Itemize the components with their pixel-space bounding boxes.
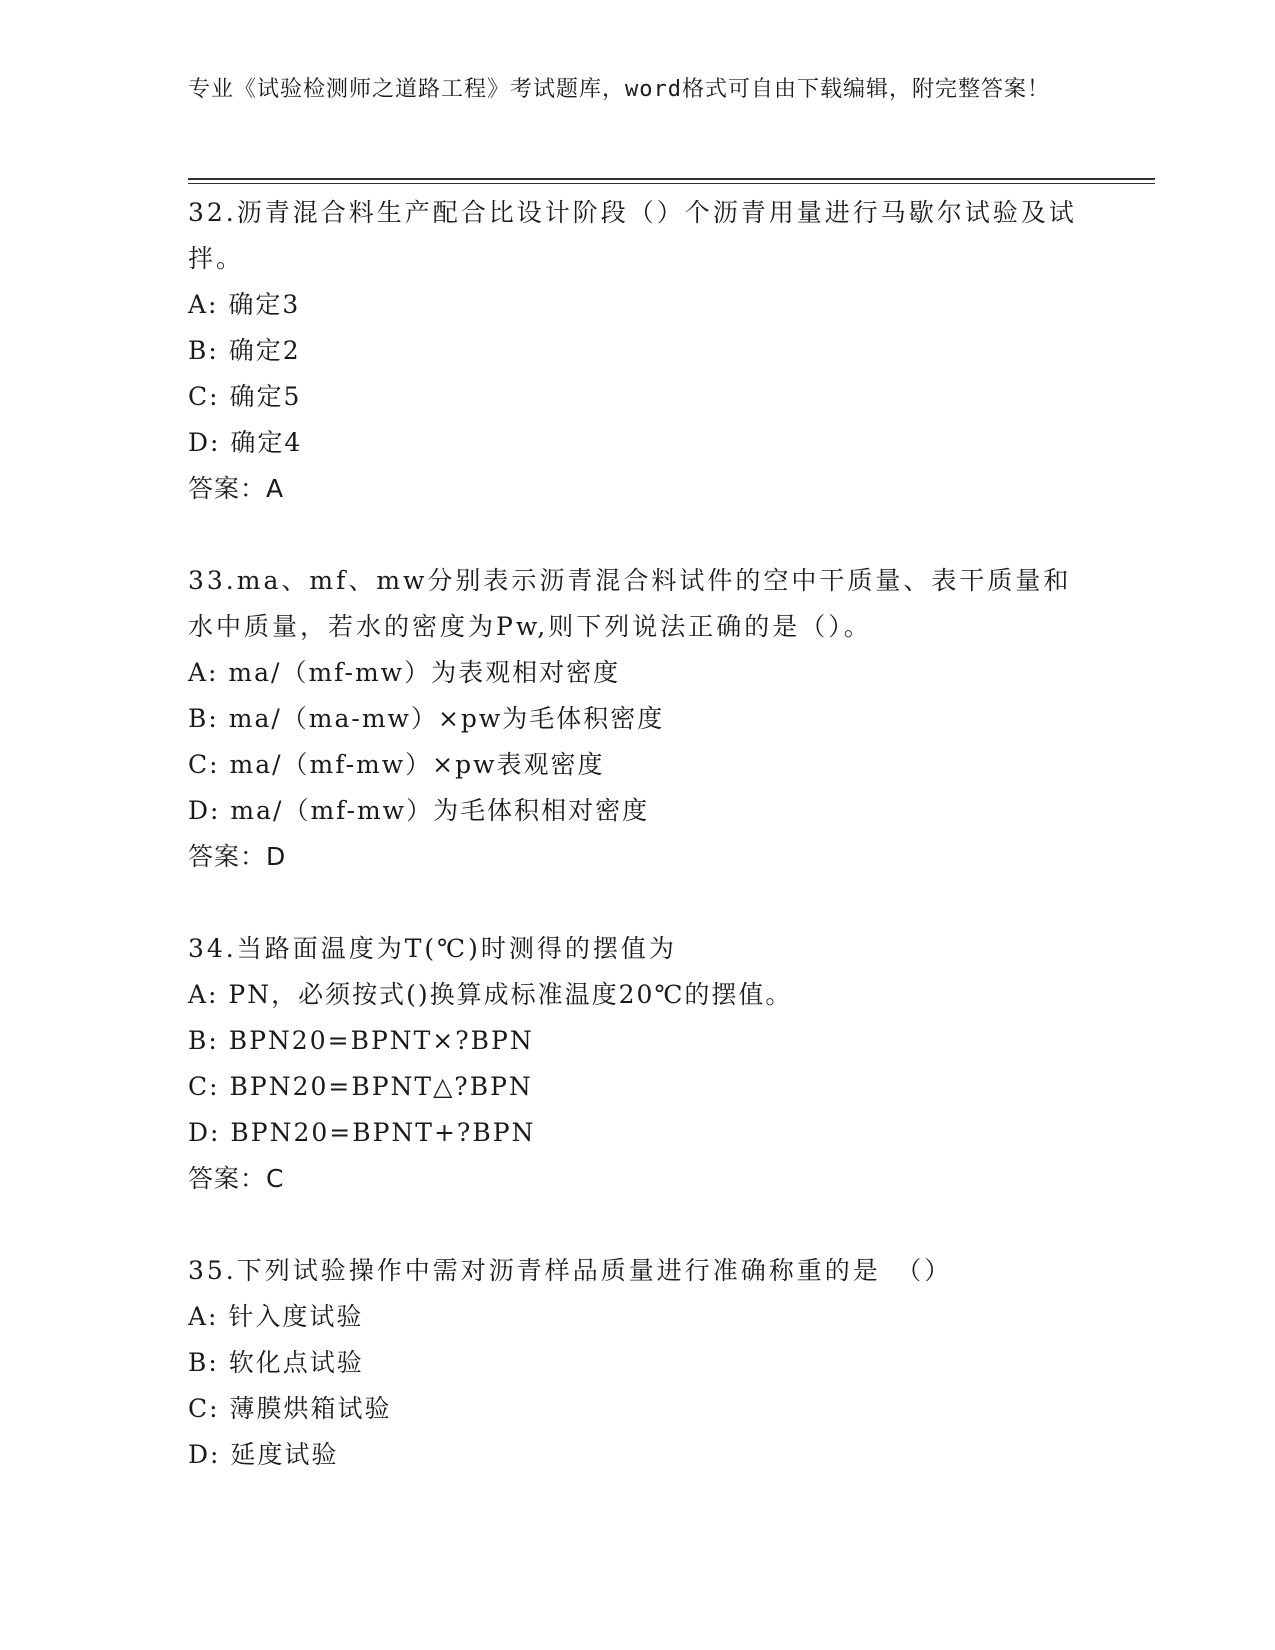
option-a: A: 确定3: [188, 290, 301, 319]
option-c: C: BPN20=BPNT△?BPN: [188, 1072, 533, 1101]
option-c: C: 薄膜烘箱试验: [188, 1394, 392, 1423]
option-b: B: 软化点试验: [188, 1348, 364, 1377]
question-35: [188, 1248, 1088, 1478]
option-d: D: 确定4: [188, 428, 303, 457]
option-b: B: 确定2: [188, 336, 301, 365]
question-list: [188, 190, 1088, 1524]
question-stem: 32.沥青混合料生产配合比设计阶段（）个沥青用量进行马歇尔试验及试拌。: [188, 198, 1077, 273]
option-a: A: PN，必须按式()换算成标准温度20℃的摆值。: [188, 980, 793, 1009]
question-stem: 33.ma、mf、mw分别表示沥青混合料试件的空中干质量、表干质量和水中质量，若水的密度为Pw,则下列说法正确的是（）。: [188, 566, 1072, 641]
header-divider-thin: [188, 183, 1155, 184]
document-header: 专业《试验检测师之道路工程》考试题库，word格式可自由下载编辑，附完整答案！: [188, 77, 1050, 102]
option-d: D: 延度试验: [188, 1440, 339, 1469]
option-c: C: ma/（mf-mw）×pw表观密度: [188, 750, 605, 779]
question-32: [188, 190, 1088, 512]
question-stem: 34.当路面温度为T(℃)时测得的摆值为: [188, 934, 677, 963]
option-d: D: ma/（mf-mw）为毛体积相对密度: [188, 796, 650, 825]
question-stem: 35.下列试验操作中需对沥青样品质量进行准确称重的是 （）: [188, 1256, 953, 1285]
question-34: [188, 926, 1088, 1202]
option-c: C: 确定5: [188, 382, 302, 411]
option-d: D: BPN20=BPNT+?BPN: [188, 1118, 536, 1147]
option-a: A: ma/（mf-mw）为表观相对密度: [188, 658, 621, 687]
option-b: B: BPN20=BPNT×?BPN: [188, 1026, 534, 1055]
answer-line: 答案：A: [188, 474, 285, 503]
answer-line: 答案：D: [188, 842, 287, 871]
header-divider: [188, 178, 1155, 180]
option-b: B: ma/（ma-mw）×pw为毛体积密度: [188, 704, 665, 733]
option-a: A: 针入度试验: [188, 1302, 364, 1331]
question-33: [188, 558, 1088, 880]
answer-line: 答案：C: [188, 1164, 285, 1193]
